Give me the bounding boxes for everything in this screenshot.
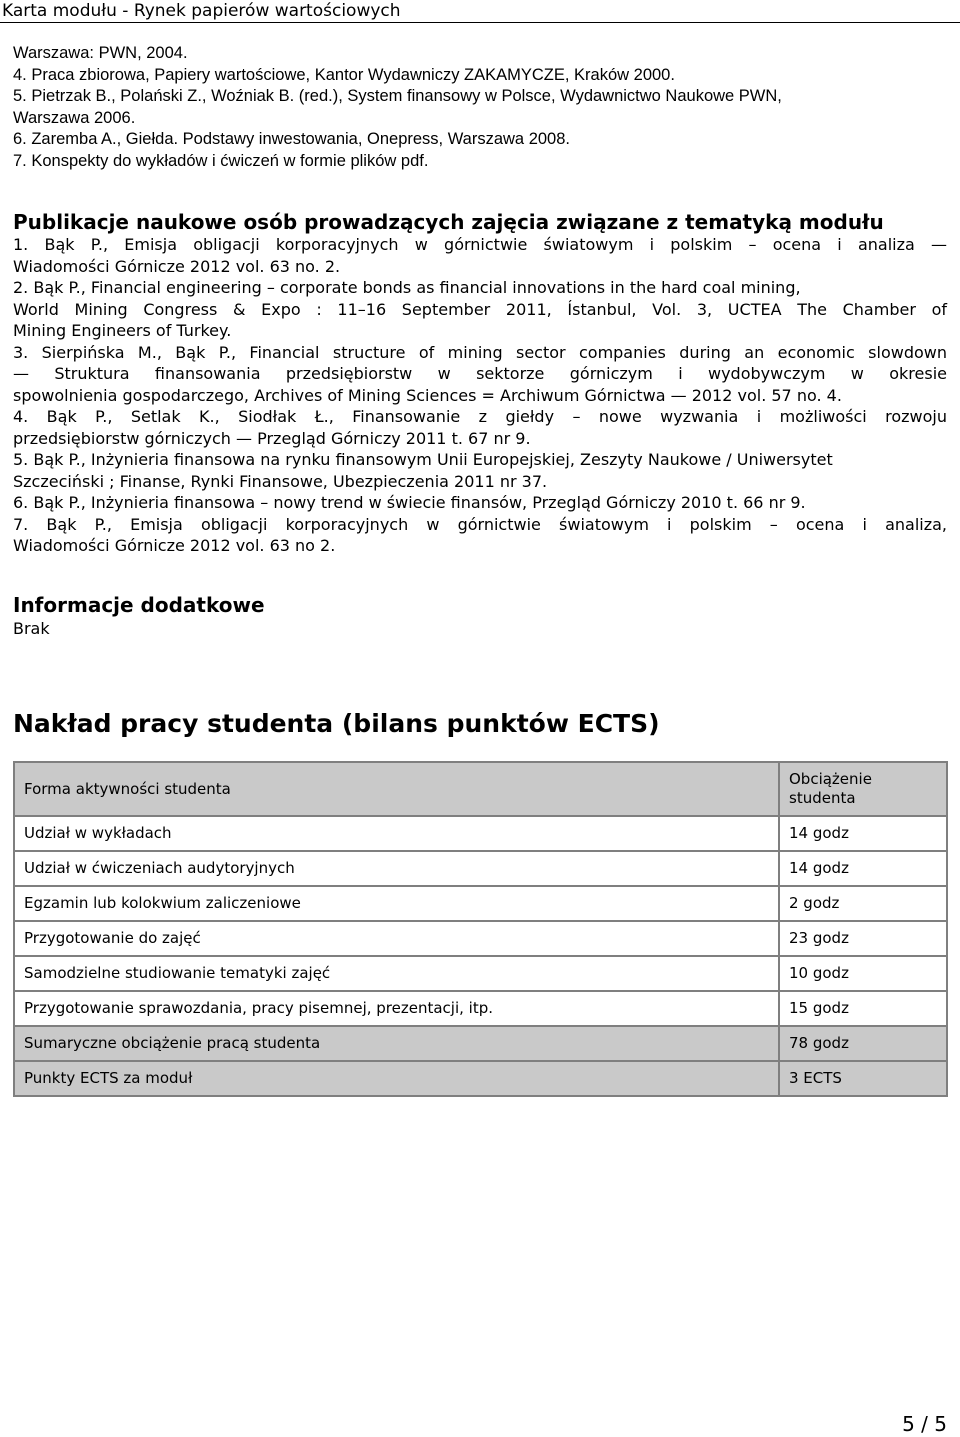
hours-cell: 23 godz xyxy=(779,921,947,956)
additional-info-text: Brak xyxy=(13,619,50,638)
publication-line: 5. Bąk P., Inżynieria finansowa na rynku finansowym Unii Europejskiej, Zeszyty Naukowe / Uniwersytet xyxy=(13,450,833,469)
table-row-ects xyxy=(14,1061,947,1096)
activity-cell: Punkty ECTS za moduł xyxy=(14,1061,779,1096)
table-row xyxy=(14,886,947,921)
table-row xyxy=(14,921,947,956)
hours-cell: 15 godz xyxy=(779,991,947,1026)
publication-line: 3. Sierpińska M., Bąk P., Financial structure of mining sector companies during an economic slowdown xyxy=(13,342,947,362)
workload-heading: Nakład pracy studenta (bilans punktów ECTS) xyxy=(13,709,660,738)
publication-line: 6. Bąk P., Inżynieria finansowa – nowy trend w świecie finansów, Przegląd Górniczy 2010 t. 66 nr 9. xyxy=(13,493,806,512)
publication-line: 4. Bąk P., Setlak K., Siodłak Ł., Finansowanie z giełdy – nowe wyzwania i możliwości rozwoju xyxy=(13,407,947,426)
activity-cell: Przygotowanie do zajęć xyxy=(14,921,779,956)
publication-line: Szczeciński ; Finanse, Rynki Finansowe, Ubezpieczenia 2011 nr 37. xyxy=(13,471,548,491)
publications-list xyxy=(13,234,947,557)
literature-line: 6. Zaremba A., Giełda. Podstawy inwestowania, Onepress, Warszawa 2008. xyxy=(13,130,570,148)
table-row xyxy=(14,851,947,886)
table-row xyxy=(14,816,947,851)
hours-cell: 14 godz xyxy=(779,851,947,886)
table-header-cell: Obciążenie studenta xyxy=(779,762,947,816)
activity-cell: Samodzielne studiowanie tematyki zajęć xyxy=(14,956,779,991)
publication-line: Wiadomości Górnicze 2012 vol. 63 no. 2. xyxy=(13,256,341,276)
literature-line: Warszawa: PWN, 2004. xyxy=(13,44,188,62)
publications-heading: Publikacje naukowe osób prowadzących zajęcia związane z tematyką modułu xyxy=(13,210,884,234)
hours-cell: 10 godz xyxy=(779,956,947,991)
publication-line: World Mining Congress & Expo : 11–16 September 2011, Ístanbul, Vol. 3, UCTEA The Chamber of xyxy=(13,299,947,319)
publication-line: Wiadomości Górnicze 2012 vol. 63 no 2. xyxy=(13,536,336,555)
additional-info-heading: Informacje dodatkowe xyxy=(13,593,265,617)
page-header xyxy=(0,0,960,23)
table-row xyxy=(14,991,947,1026)
table-row xyxy=(14,956,947,991)
hours-cell: 78 godz xyxy=(779,1026,947,1061)
document-title: Karta modułu - Rynek papierów wartościowych xyxy=(2,1,401,21)
literature-line: 5. Pietrzak B., Polański Z., Woźniak B. (red.), System finansowy w Polsce, Wydawnictwo Naukowe PWN, xyxy=(13,87,782,105)
activity-cell: Przygotowanie sprawozdania, pracy pisemnej, prezentacji, itp. xyxy=(14,991,779,1026)
publication-line: przedsiębiorstw górniczych — Przegląd Górniczy 2011 t. 67 nr 9. xyxy=(13,428,531,448)
publication-line: 2. Bąk P., Financial engineering – corporate bonds as financial innovations in the hard coal mining, xyxy=(13,278,801,297)
activity-cell: Udział w ćwiczeniach audytoryjnych xyxy=(14,851,779,886)
publication-line: 7. Bąk P., Emisja obligacji korporacyjnych w górnictwie światowym i polskim – ocena i analiza, xyxy=(13,514,947,534)
page-number: 5 / 5 xyxy=(902,1412,947,1436)
publication-line: 1. Bąk P., Emisja obligacji korporacyjnych w górnictwie światowym i polskim – ocena i analiza — xyxy=(13,235,947,254)
activity-cell: Egzamin lub kolokwium zaliczeniowe xyxy=(14,886,779,921)
literature-list xyxy=(13,43,947,172)
publication-line: Mining Engineers of Turkey. xyxy=(13,321,232,340)
activity-cell: Sumaryczne obciążenie pracą studenta xyxy=(14,1026,779,1061)
table-row-total xyxy=(14,1026,947,1061)
literature-line: Warszawa 2006. xyxy=(13,108,136,127)
activity-cell: Udział w wykładach xyxy=(14,816,779,851)
hours-cell: 3 ECTS xyxy=(779,1061,947,1096)
table-header-cell: Forma aktywności studenta xyxy=(14,762,779,816)
publication-line: — Struktura finansowania przedsiębiorstw w sektorze górniczym i wydobywczym w okresie xyxy=(13,364,947,383)
literature-line: 4. Praca zbiorowa, Papiery wartościowe, Kantor Wydawniczy ZAKAMYCZE, Kraków 2000. xyxy=(13,65,675,84)
workload-table xyxy=(13,761,948,1097)
table-header-row xyxy=(14,762,947,816)
hours-cell: 14 godz xyxy=(779,816,947,851)
literature-line: 7. Konspekty do wykładów i ćwiczeń w formie plików pdf. xyxy=(13,151,429,170)
publication-line: spowolnienia gospodarczego, Archives of Mining Sciences = Archiwum Górnictwa — 2012 vol. 57 no. 4. xyxy=(13,385,842,405)
hours-cell: 2 godz xyxy=(779,886,947,921)
